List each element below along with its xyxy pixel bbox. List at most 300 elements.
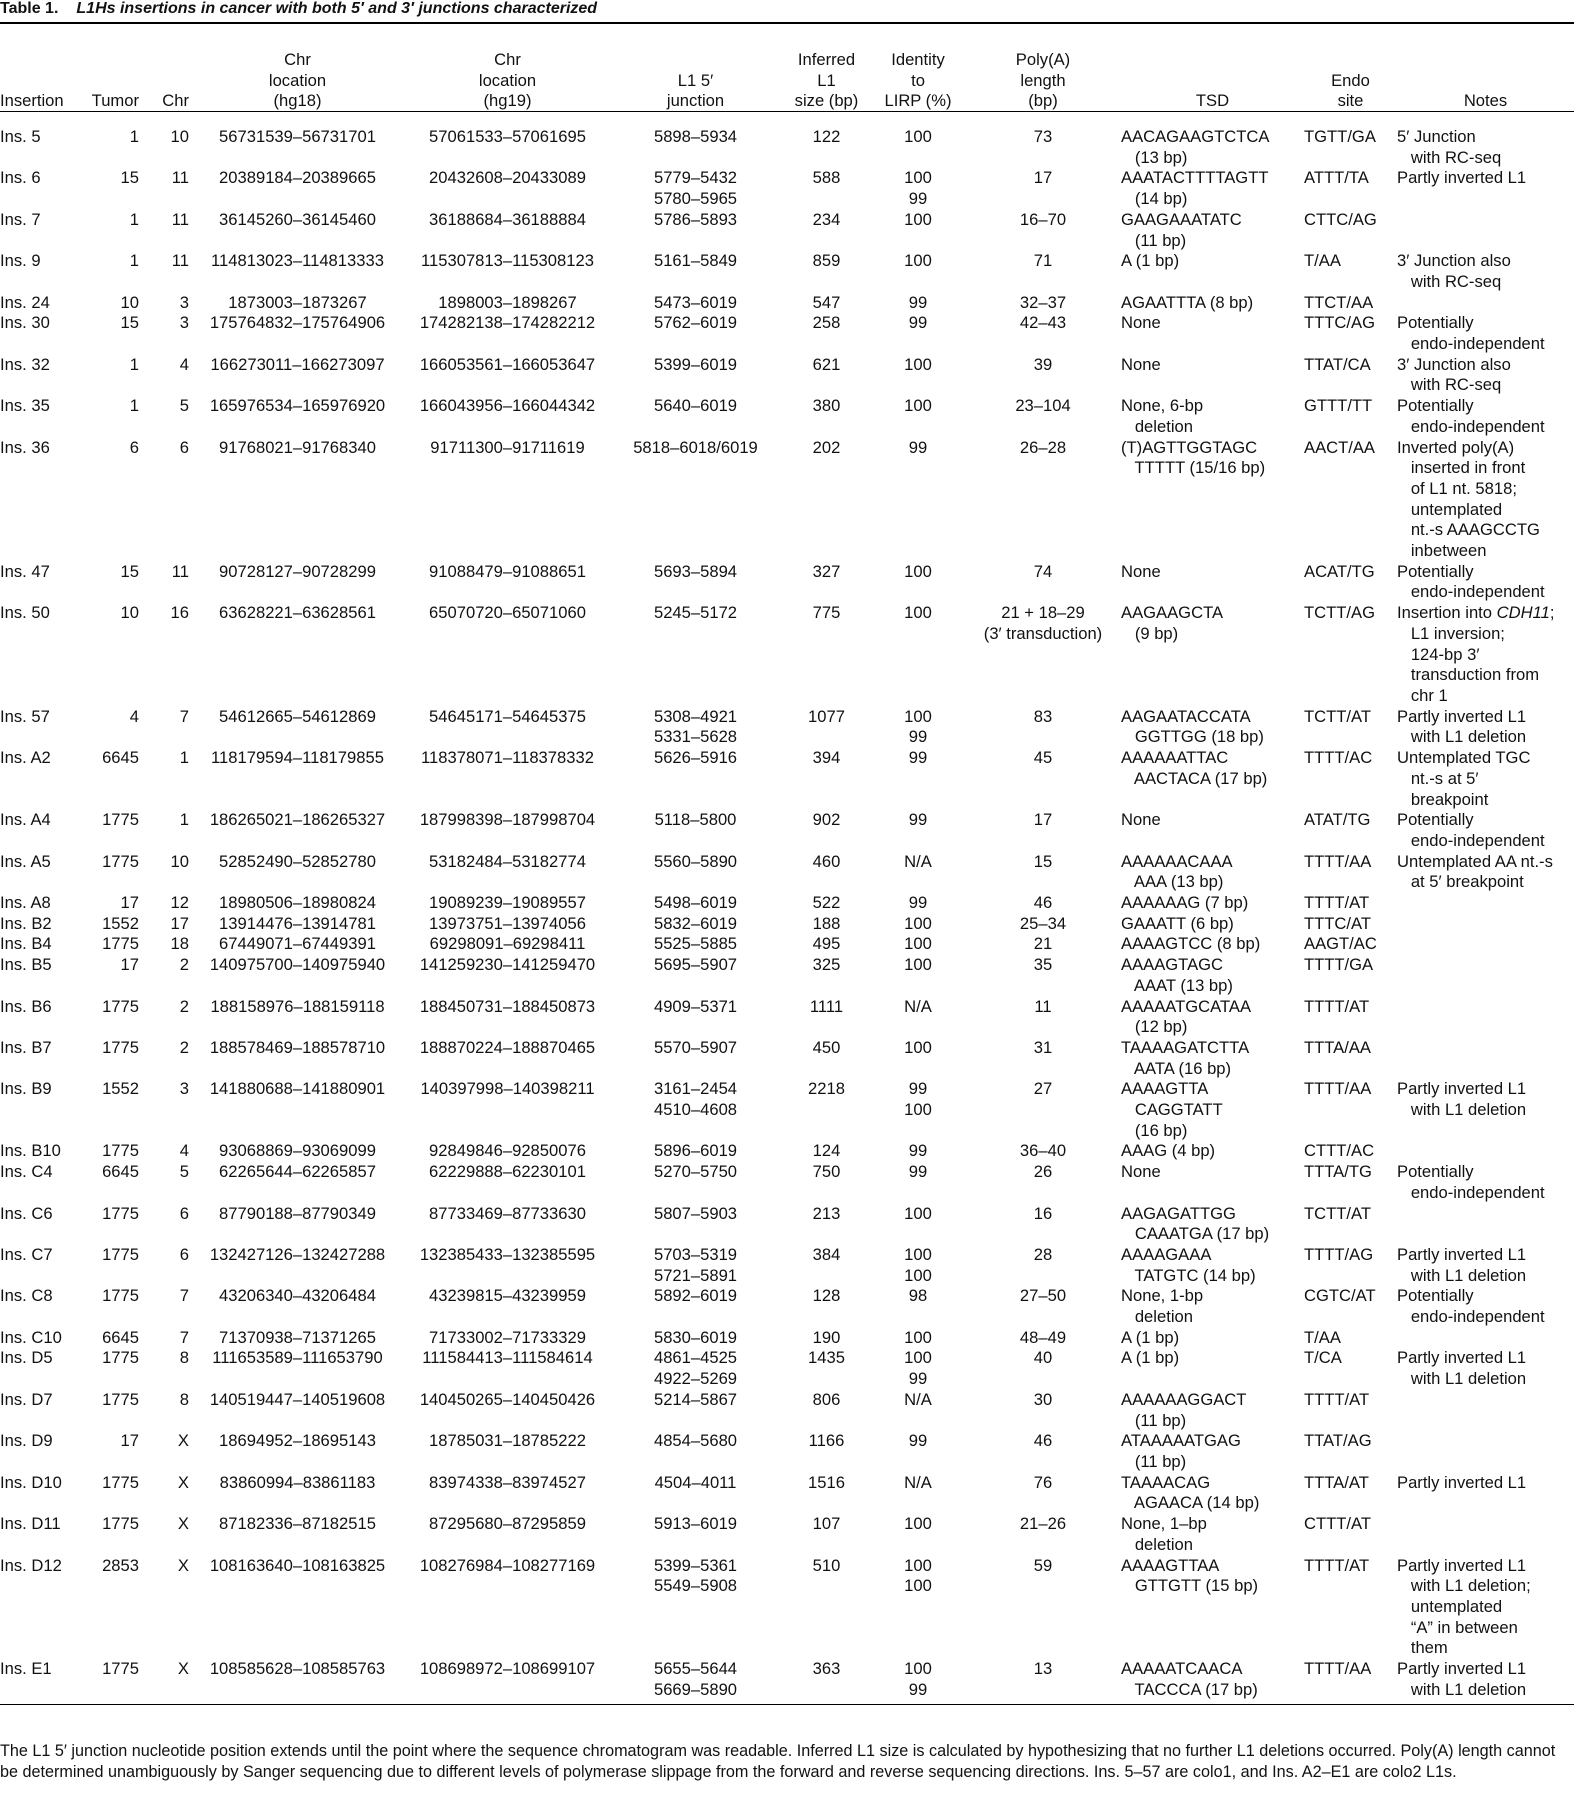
cell-notes: Potentially endo-independent — [1397, 1286, 1545, 1327]
cell-polya-length: 71 — [1033, 251, 1053, 271]
cell-tsd: None — [1121, 810, 1161, 830]
cell-chr: 18 — [170, 934, 189, 954]
cell-identity-to-lirp: 100 — [904, 251, 932, 271]
cell-polya-length: 17 — [1033, 168, 1053, 188]
cell-chr-location-hg19: 92849846–92850076 — [429, 1141, 586, 1161]
table-row — [0, 1473, 1574, 1514]
cell-endo-site: TTTT/AT — [1304, 996, 1370, 1016]
cell-endo-site: T/AA — [1304, 251, 1341, 271]
cell-polya-length: 30 — [1033, 1389, 1053, 1409]
cell-tumor: 6 — [129, 437, 139, 457]
cell-chr-location-hg19: 54645171–54645375 — [429, 706, 586, 726]
cell-polya-length: 31 — [1033, 1037, 1053, 1057]
cell-chr: 6 — [179, 1203, 189, 1223]
cell-identity-to-lirp: N/A — [904, 1389, 932, 1409]
cell-chr-location-hg19: 174282138–174282212 — [419, 313, 596, 333]
table-row — [0, 1038, 1574, 1079]
cell-tumor: 10 — [120, 292, 139, 312]
cell-polya-length: 35 — [1033, 955, 1053, 975]
table-row — [0, 1431, 1574, 1472]
cell-tumor: 1 — [129, 354, 139, 374]
cell-chr: X — [177, 1472, 189, 1492]
cell-tsd: ATAAAAATGAG (11 bp) — [1121, 1431, 1241, 1471]
cell-inferred-l1-size: 495 — [812, 934, 841, 954]
cell-identity-to-lirp: 100 — [904, 354, 932, 374]
cell-notes: Partly inverted L1 with L1 deletion — [1397, 1659, 1527, 1699]
cell-l1-5-junction: 4504–4011 — [654, 1472, 737, 1492]
cell-endo-site: T/AA — [1304, 1327, 1341, 1347]
cell-insertion: Ins. 57 — [0, 706, 50, 726]
cell-chr-location-hg19: 87295680–87295859 — [429, 1514, 586, 1534]
cell-l1-5-junction: 5626–5916 — [653, 748, 738, 768]
cell-tsd: (T)AGTTGGTAGC TTTTT (15/16 bp) — [1121, 437, 1266, 478]
cell-l1-5-junction: 5779–5432 5780–5965 — [653, 168, 738, 209]
cell-tumor: 17 — [120, 1431, 139, 1451]
cell-tsd: GAAGAAATATC (11 bp) — [1121, 209, 1242, 250]
cell-identity-to-lirp: 99 — [908, 810, 928, 830]
cell-notes — [1397, 955, 1574, 996]
header-endo-site: Endo site — [1331, 70, 1370, 111]
cell-chr-location-hg19: 62229888–62230101 — [429, 1162, 586, 1182]
cell-tumor: 6645 — [102, 1162, 139, 1182]
cell-chr-location-hg18: 140975700–140975940 — [209, 955, 386, 975]
cell-inferred-l1-size: 188 — [812, 913, 841, 933]
cell-identity-to-lirp: 99 100 — [904, 1079, 932, 1120]
cell-chr-location-hg18: 186265021–186265327 — [209, 810, 386, 830]
cell-tsd: A (1 bp) — [1121, 251, 1180, 271]
cell-polya-length: 13 — [1033, 1659, 1053, 1679]
cell-chr: 7 — [179, 1286, 189, 1306]
cell-polya-length: 27–50 — [1019, 1286, 1067, 1306]
cell-polya-length: 11 — [1034, 996, 1052, 1016]
cell-tumor: 1775 — [102, 1037, 139, 1057]
cell-identity-to-lirp: 100 99 — [904, 1659, 932, 1699]
header-inferred-l1-size: Inferred L1 size (bp) — [794, 49, 859, 111]
table-row — [0, 562, 1574, 603]
cell-insertion: Ins. 32 — [0, 354, 50, 374]
header-tumor: Tumor — [91, 91, 139, 111]
cell-endo-site: TTTA/AA — [1304, 1037, 1371, 1057]
cell-identity-to-lirp: 99 — [908, 292, 928, 312]
cell-identity-to-lirp: 100 — [904, 934, 932, 954]
cell-chr-location-hg18: 175764832–175764906 — [209, 313, 386, 333]
cell-chr-location-hg18: 18980506–18980824 — [219, 893, 376, 913]
cell-chr-location-hg19: 87733469–87733630 — [429, 1203, 586, 1223]
table-footnote: The L1 5′ junction nucleotide position extends until the point where the sequence chromatogram was readable. Inferred L1 size is calculated by hypothesizing that no further L1 deletions occurred. Poly(A) length cannot be determined unambiguously by Sanger sequencing due to different levels of polymerase slippage from the forward and reverse sequencing directions. Ins. 5–57 are colo1, and Ins. A2–E1 are colo2 L1s. — [0, 1742, 1556, 1781]
cell-insertion: Ins. B6 — [0, 996, 52, 1016]
cell-chr: 2 — [179, 996, 189, 1016]
cell-insertion: Ins. C6 — [0, 1203, 53, 1223]
cell-tsd: None, 6-bp deletion — [1121, 396, 1204, 436]
cell-inferred-l1-size: 859 — [812, 251, 841, 271]
cell-inferred-l1-size: 2218 — [808, 1079, 845, 1099]
cell-inferred-l1-size: 902 — [812, 810, 841, 830]
cell-tumor: 15 — [120, 561, 139, 581]
cell-notes — [1397, 914, 1574, 935]
cell-chr: 2 — [179, 1037, 189, 1057]
cell-chr-location-hg19: 57061533–57061695 — [429, 127, 586, 146]
cell-insertion: Ins. 6 — [0, 168, 41, 188]
cell-polya-length: 76 — [1033, 1472, 1053, 1492]
cell-endo-site: TTTT/AA — [1304, 851, 1372, 871]
cell-chr: X — [177, 1659, 189, 1679]
table-row — [0, 914, 1574, 935]
table-row — [0, 116, 1574, 168]
cell-endo-site: TTTT/AT — [1304, 1389, 1370, 1409]
cell-tumor: 17 — [120, 893, 139, 913]
table-row — [0, 355, 1574, 396]
cell-inferred-l1-size: 588 — [812, 168, 841, 188]
table-row — [0, 1162, 1574, 1203]
cell-identity-to-lirp: 99 — [908, 1162, 928, 1182]
cell-chr-location-hg18: 67449071–67449391 — [219, 934, 376, 954]
cell-insertion: Ins. D11 — [0, 1514, 61, 1534]
cell-endo-site: AACT/AA — [1304, 437, 1376, 457]
cell-identity-to-lirp: N/A — [904, 851, 932, 871]
cell-tumor: 1775 — [102, 1659, 139, 1679]
cell-chr: 11 — [171, 251, 189, 271]
cell-chr-location-hg18: 141880688–141880901 — [209, 1079, 386, 1099]
cell-chr: 2 — [179, 955, 189, 975]
cell-insertion: Ins. C8 — [0, 1286, 53, 1306]
cell-chr-location-hg19: 166053561–166053647 — [419, 354, 596, 374]
cell-chr-location-hg19: 13973751–13974056 — [429, 913, 586, 933]
cell-notes: Potentially endo-independent — [1397, 1162, 1545, 1202]
cell-chr: X — [177, 1555, 189, 1575]
cell-chr-location-hg19: 115307813–115308123 — [421, 251, 594, 271]
cell-inferred-l1-size: 234 — [812, 209, 841, 229]
cell-polya-length: 21 — [1033, 934, 1053, 954]
cell-l1-5-junction: 5693–5894 — [653, 561, 738, 581]
cell-tumor: 1552 — [102, 913, 139, 933]
bottom-rule — [0, 1704, 1574, 1705]
cell-chr: 7 — [179, 706, 189, 726]
cell-insertion: Ins. B2 — [0, 913, 52, 933]
cell-chr-location-hg18: 1873003–1873267 — [228, 292, 367, 312]
table-row — [0, 293, 1574, 314]
cell-polya-length: 42–43 — [1019, 313, 1067, 333]
cell-tsd: AAAG (4 bp) — [1121, 1141, 1216, 1161]
cell-tumor: 10 — [120, 603, 139, 623]
cell-inferred-l1-size: 1077 — [808, 706, 845, 726]
cell-notes — [1397, 1514, 1574, 1555]
cell-endo-site: ATTT/TA — [1304, 168, 1369, 188]
cell-chr-location-hg19: 71733002–71733329 — [429, 1327, 586, 1347]
cell-inferred-l1-size: 202 — [812, 437, 841, 457]
cell-endo-site: TTTT/AG — [1304, 1244, 1374, 1264]
cell-chr-location-hg19: 188870224–188870465 — [419, 1037, 596, 1057]
cell-tumor: 17 — [120, 955, 139, 975]
header-l1-5-junction: L1 5′ junction — [666, 70, 725, 111]
table-row — [0, 810, 1574, 851]
cell-chr: 5 — [179, 1162, 189, 1182]
cell-endo-site: TTTT/GA — [1304, 955, 1374, 975]
cell-notes: Partly inverted L1 — [1397, 1472, 1527, 1492]
cell-chr-location-hg18: 56731539–56731701 — [219, 127, 376, 146]
cell-chr-location-hg19: 36188684–36188884 — [429, 209, 586, 229]
cell-inferred-l1-size: 122 — [812, 127, 841, 146]
cell-identity-to-lirp: 100 — [904, 913, 932, 933]
cell-identity-to-lirp: 100 — [904, 603, 932, 623]
cell-endo-site: ATAT/TG — [1304, 810, 1371, 830]
cell-tsd: None, 1-bp deletion — [1121, 1286, 1204, 1327]
cell-insertion: Ins. B10 — [0, 1141, 61, 1161]
cell-identity-to-lirp: 100 — [904, 1514, 932, 1534]
cell-chr: 3 — [179, 1079, 189, 1099]
cell-chr: 11 — [171, 168, 189, 188]
cell-insertion: Ins. D7 — [0, 1389, 53, 1409]
cell-l1-5-junction: 5832–6019 — [653, 913, 738, 933]
cell-identity-to-lirp: 99 — [908, 1431, 928, 1451]
cell-tumor: 15 — [120, 313, 139, 333]
table-row — [0, 748, 1574, 810]
cell-insertion: Ins. C4 — [0, 1162, 53, 1182]
cell-tumor: 1 — [129, 127, 139, 146]
cell-polya-length: 46 — [1033, 893, 1053, 913]
cell-endo-site: CGTC/AT — [1304, 1286, 1376, 1306]
cell-tumor: 1775 — [102, 934, 139, 954]
cell-tsd: AAGAAGCTA (9 bp) — [1121, 603, 1224, 643]
cell-chr-location-hg19: 69298091–69298411 — [429, 934, 586, 954]
cell-endo-site: CTTT/AT — [1304, 1514, 1371, 1534]
table-title: L1Hs insertions in cancer with both 5′ and 3′ junctions characterized — [76, 0, 598, 17]
cell-chr-location-hg19: 91088479–91088651 — [429, 561, 586, 581]
cell-chr-location-hg19: 18785031–18785222 — [429, 1431, 586, 1451]
cell-chr-location-hg19: 1898003–1898267 — [438, 292, 577, 312]
cell-l1-5-junction: 5399–6019 — [653, 354, 738, 374]
cell-polya-length: 21–26 — [1019, 1514, 1067, 1534]
cell-l1-5-junction: 5525–5885 — [653, 934, 738, 954]
header-identity-to-lirp: Identity to LIRP (%) — [884, 49, 952, 111]
cell-notes: 3′ Junction also with RC-seq — [1397, 354, 1511, 395]
cell-endo-site: TTTC/AT — [1304, 913, 1371, 933]
cell-l1-5-junction: 5703–5319 5721–5891 — [653, 1244, 738, 1285]
header-chr: Chr — [162, 91, 189, 111]
cell-l1-5-junction: 5161–5849 — [653, 251, 738, 271]
cell-l1-5-junction: 5655–5644 5669–5890 — [653, 1659, 738, 1699]
cell-chr: 16 — [170, 603, 189, 623]
table-row — [0, 313, 1574, 354]
cell-chr-location-hg18: 18694952–18695143 — [219, 1431, 376, 1451]
cell-notes: Insertion into CDH11; L1 inversion; 124-bp 3′ transduction from chr 1 — [1397, 603, 1555, 705]
cell-inferred-l1-size: 547 — [812, 292, 841, 312]
cell-tsd: AAAAAAGGACT (11 bp) — [1121, 1389, 1247, 1430]
cell-notes — [1397, 1204, 1574, 1245]
cell-tsd: None — [1121, 1162, 1161, 1182]
cell-identity-to-lirp: N/A — [904, 996, 932, 1016]
table-caption — [0, 0, 597, 17]
cell-tumor: 1775 — [102, 1244, 139, 1264]
cell-identity-to-lirp: 100 99 — [904, 1348, 932, 1389]
cell-tsd: AAAAGTTA CAGGTATT (16 bp) — [1121, 1079, 1223, 1140]
cell-chr: 17 — [170, 913, 189, 933]
cell-polya-length: 17 — [1033, 810, 1053, 830]
cell-tumor: 1775 — [102, 1472, 139, 1492]
cell-identity-to-lirp: 100 — [904, 561, 932, 581]
cell-tumor: 2853 — [102, 1555, 139, 1575]
cell-chr-location-hg18: 132427126–132427288 — [209, 1244, 386, 1264]
cell-endo-site: TCTT/AG — [1304, 603, 1375, 623]
cell-chr-location-hg18: 87182336–87182515 — [219, 1514, 376, 1534]
cell-l1-5-junction: 5786–5893 — [653, 209, 738, 229]
cell-inferred-l1-size: 128 — [812, 1286, 841, 1306]
cell-inferred-l1-size: 522 — [812, 893, 841, 913]
cell-notes: Inverted poly(A) inserted in front of L1 nt. 5818; untemplated nt.-s AAAGCCTG inbetween — [1397, 437, 1540, 561]
cell-inferred-l1-size: 107 — [812, 1514, 841, 1534]
cell-insertion: Ins. B5 — [0, 955, 52, 975]
cell-chr-location-hg18: 62265644–62265857 — [219, 1162, 376, 1182]
cell-inferred-l1-size: 1111 — [809, 996, 844, 1016]
cell-tsd: AAAAGAAA TATGTC (14 bp) — [1121, 1244, 1256, 1285]
cell-chr: 3 — [179, 313, 189, 333]
table-row — [0, 1079, 1574, 1141]
cell-insertion: Ins. A4 — [0, 810, 51, 830]
cell-inferred-l1-size: 750 — [812, 1162, 841, 1182]
cell-polya-length: 40 — [1033, 1348, 1053, 1368]
cell-identity-to-lirp: 100 — [904, 1203, 932, 1223]
table-row — [0, 1348, 1574, 1389]
cell-tsd: AAAAGTCC (8 bp) — [1121, 934, 1261, 954]
cell-insertion: Ins. 50 — [0, 603, 50, 623]
cell-chr-location-hg19: 118378071–118378332 — [421, 748, 594, 768]
cell-l1-5-junction: 5695–5907 — [653, 955, 738, 975]
cell-inferred-l1-size: 460 — [812, 851, 841, 871]
cell-chr: X — [177, 1514, 189, 1534]
cell-chr-location-hg18: 108163640–108163825 — [209, 1555, 386, 1575]
cell-tsd: A (1 bp) — [1121, 1327, 1180, 1347]
top-rule — [0, 22, 1574, 24]
cell-insertion: Ins. A8 — [0, 893, 51, 913]
cell-inferred-l1-size: 384 — [812, 1244, 841, 1264]
cell-l1-5-junction: 5898–5934 — [653, 127, 738, 146]
cell-polya-length: 59 — [1033, 1555, 1053, 1575]
cell-identity-to-lirp: 100 — [904, 209, 932, 229]
cell-endo-site: TTTT/AT — [1304, 893, 1370, 913]
cell-l1-5-junction: 5245–5172 — [653, 603, 738, 623]
cell-chr-location-hg18: 140519447–140519608 — [209, 1389, 386, 1409]
cell-inferred-l1-size: 325 — [812, 955, 841, 975]
cell-endo-site: TTTA/AT — [1304, 1472, 1369, 1492]
cell-endo-site: TTTT/AA — [1304, 1659, 1372, 1679]
cell-chr: 8 — [179, 1348, 189, 1368]
cell-chr: 6 — [179, 1244, 189, 1264]
cell-tsd: AAAAATCAACA TACCCA (17 bp) — [1121, 1659, 1258, 1699]
cell-tsd: A (1 bp) — [1121, 1348, 1180, 1368]
cell-chr-location-hg18: 114813023–114813333 — [211, 251, 384, 271]
table-row — [0, 603, 1574, 707]
table-header — [0, 31, 1574, 116]
cell-tsd: AAAAAATTAC AACTACA (17 bp) — [1121, 748, 1268, 788]
cell-insertion: Ins. C7 — [0, 1244, 53, 1264]
cell-polya-length: 83 — [1033, 706, 1053, 726]
cell-notes: Potentially endo-independent — [1397, 313, 1545, 354]
cell-inferred-l1-size: 380 — [812, 396, 841, 416]
cell-tsd: AAAAAAG (7 bp) — [1121, 893, 1249, 913]
cell-inferred-l1-size: 1435 — [808, 1348, 845, 1368]
cell-polya-length: 26–28 — [1019, 437, 1067, 457]
table-row — [0, 1204, 1574, 1245]
cell-chr: 1 — [179, 810, 189, 830]
cell-chr: 3 — [179, 292, 189, 312]
cell-endo-site: TTAT/AG — [1304, 1431, 1372, 1451]
cell-inferred-l1-size: 363 — [812, 1659, 841, 1679]
cell-l1-5-junction: 5818–6018/6019 — [633, 437, 758, 457]
cell-identity-to-lirp: 100 — [904, 127, 932, 146]
cell-l1-5-junction: 5640–6019 — [653, 396, 738, 416]
cell-tsd: GAAATT (6 bp) — [1121, 913, 1234, 933]
cell-chr-location-hg18: 43206340–43206484 — [219, 1286, 376, 1306]
cell-tsd: AAGAATACCATA GGTTGG (18 bp) — [1121, 706, 1264, 747]
table-row — [0, 1514, 1574, 1555]
cell-endo-site: TTCT/AA — [1304, 292, 1374, 312]
cell-tsd: AAAAGTTAA GTTGTT (15 bp) — [1121, 1555, 1259, 1596]
cell-identity-to-lirp: 100 — [904, 396, 932, 416]
cell-polya-length: 45 — [1033, 748, 1053, 768]
cell-chr-location-hg19: 43239815–43239959 — [429, 1286, 586, 1306]
cell-endo-site: TTTT/AT — [1304, 1555, 1370, 1575]
cell-chr-location-hg18: 108585628–108585763 — [209, 1659, 386, 1679]
cell-notes: 5′ Junction with RC-seq — [1397, 127, 1502, 167]
cell-tumor: 1775 — [102, 1286, 139, 1306]
cell-chr-location-hg19: 20432608–20433089 — [429, 168, 586, 188]
table-row — [0, 438, 1574, 562]
cell-identity-to-lirp: 100 — [904, 955, 932, 975]
cell-polya-length: 16–70 — [1019, 209, 1067, 229]
cell-inferred-l1-size: 124 — [812, 1141, 841, 1161]
table-row — [0, 852, 1574, 893]
cell-tumor: 1 — [129, 396, 139, 416]
cell-inferred-l1-size: 450 — [812, 1037, 841, 1057]
cell-polya-length: 46 — [1033, 1431, 1053, 1451]
cell-chr-location-hg18: 91768021–91768340 — [219, 437, 376, 457]
cell-notes: Potentially endo-independent — [1397, 561, 1545, 602]
cell-notes — [1397, 1328, 1574, 1349]
cell-polya-length: 23–104 — [1015, 396, 1071, 416]
cell-chr-location-hg18: 166273011–166273097 — [210, 354, 385, 374]
cell-notes — [1397, 210, 1574, 251]
cell-chr-location-hg19: 132385433–132385595 — [419, 1244, 596, 1264]
cell-identity-to-lirp: 99 — [908, 893, 928, 913]
cell-identity-to-lirp: 99 — [908, 1141, 928, 1161]
cell-tsd: AAAAATGCATAA (12 bp) — [1121, 996, 1252, 1037]
header-tsd: TSD — [1195, 91, 1230, 111]
table-row — [0, 251, 1574, 292]
cell-chr-location-hg19: 141259230–141259470 — [419, 955, 596, 975]
cell-chr-location-hg18: 188158976–188159118 — [210, 996, 385, 1016]
cell-notes: Partly inverted L1 with L1 deletion — [1397, 1079, 1527, 1120]
table-row — [0, 707, 1574, 748]
cell-chr-location-hg18: 54612665–54612869 — [219, 706, 376, 726]
cell-tsd: TAAAAGATCTTA AATA (16 bp) — [1121, 1037, 1250, 1078]
cell-l1-5-junction: 4861–4525 4922–5269 — [653, 1348, 738, 1389]
cell-notes — [1397, 893, 1574, 914]
cell-tsd: AACAGAAGTCTCA (13 bp) — [1121, 127, 1270, 167]
cell-tumor: 1775 — [102, 1203, 139, 1223]
cell-notes — [1397, 1141, 1574, 1162]
cell-inferred-l1-size: 190 — [812, 1327, 841, 1347]
table-row — [0, 1659, 1574, 1700]
table-row — [0, 1245, 1574, 1286]
cell-insertion: Ins. A5 — [0, 851, 51, 871]
cell-tumor: 1775 — [102, 851, 139, 871]
cell-chr-location-hg19: 140450265–140450426 — [419, 1389, 596, 1409]
cell-chr-location-hg18: 188578469–188578710 — [209, 1037, 386, 1057]
cell-insertion: Ins. 9 — [0, 251, 41, 271]
cell-chr: 7 — [179, 1327, 189, 1347]
insertions-table — [0, 31, 1574, 1700]
cell-chr-location-hg18: 165976534–165976920 — [209, 396, 386, 416]
cell-inferred-l1-size: 806 — [812, 1389, 841, 1409]
